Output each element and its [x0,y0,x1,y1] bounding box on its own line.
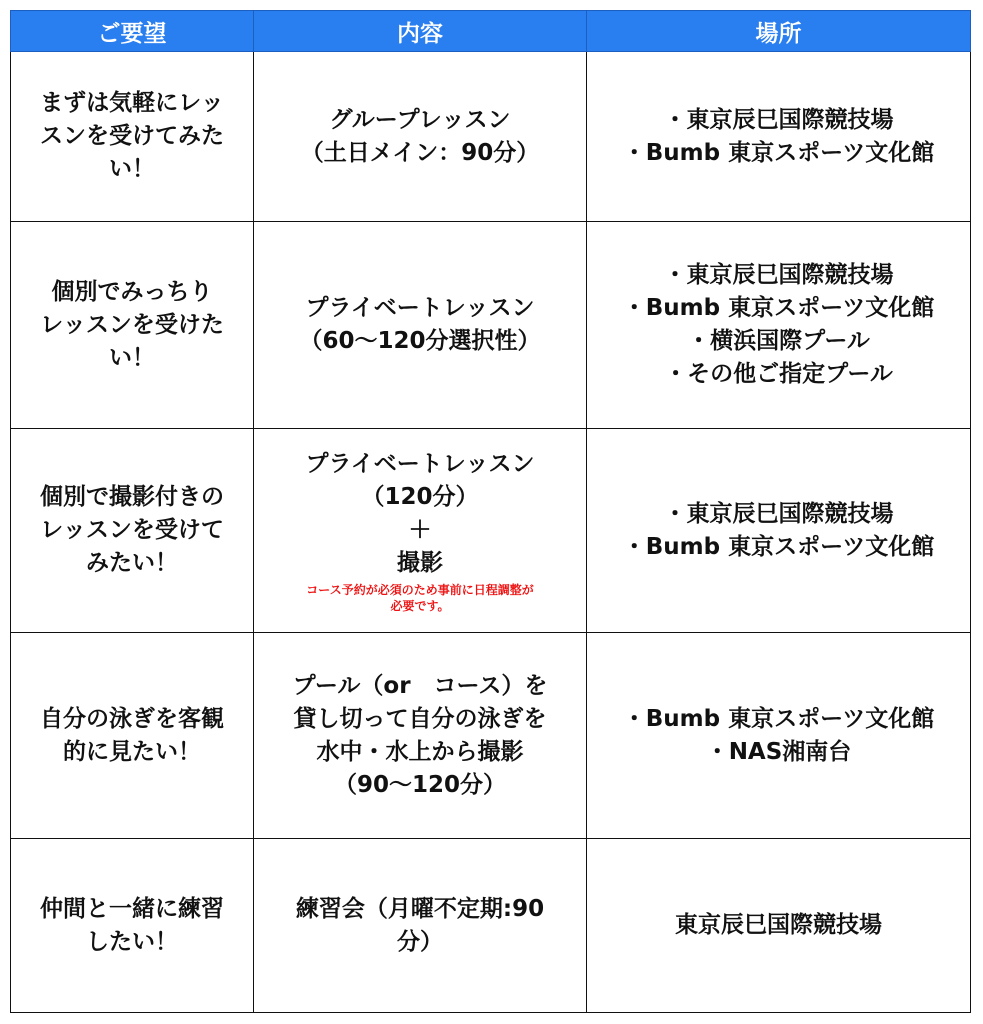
request-line: まずは気軽にレッ [40,90,224,116]
content-line: プライベートレッスン [305,295,535,321]
request-cell [11,52,254,222]
place-line: ・東京辰巳国際競技場 [663,500,894,527]
request-line: 的に見たい！ [63,738,201,765]
header-content: 内容 [254,11,587,52]
request-cell [11,633,254,839]
request-line: レッスンを受けて [40,517,224,543]
header-request: ご要望 [11,11,254,52]
request-line: 仲間と一緒に練習 [40,895,224,922]
table-row [11,52,971,222]
request-line: 個別でみっちり [51,278,213,305]
table-header-row [11,11,971,52]
content-line: （120分） [361,483,479,510]
content-line: （90〜120分） [333,771,507,798]
request-line: い！ [109,344,155,371]
table-row [11,222,971,429]
table-row [11,633,971,839]
place-line: ・Bumb 東京スポーツ文化館 [622,533,935,560]
place-line: ・Bumb 東京スポーツ文化館 [622,295,935,321]
request-cell [11,429,254,633]
content-cell [254,222,587,429]
place-cell [587,52,971,222]
place-line: ・横浜国際プール [687,328,870,354]
table-row [11,839,971,1013]
content-line: （60〜120分選択性） [299,328,541,354]
request-line: 個別で撮影付きの [40,484,224,510]
request-cell [11,839,254,1013]
request-line: したい！ [86,928,178,955]
place-line: ・Bumb 東京スポーツ文化館 [622,139,935,166]
place-line: 東京辰巳国際競技場 [675,912,882,938]
place-line: ・東京辰巳国際競技場 [663,262,894,288]
content-line: 水中・水上から撮影 [316,738,524,765]
content-cell [254,839,587,1013]
note-line: コース予約が必須のため事前に日程調整が [306,582,534,597]
content-line: 練習会（月曜不定期:90 [295,895,545,922]
request-line: みたい！ [86,550,178,576]
content-line: グループレッスン [329,106,511,133]
request-line: スンを受けてみた [40,123,224,149]
content-line: プライベートレッスン [305,450,535,477]
booking-note [260,582,580,614]
request-cell [11,222,254,429]
content-cell [254,633,587,839]
place-cell [587,429,971,633]
content-cell [254,52,587,222]
content-line: ＋ [408,516,432,543]
place-line: ・東京辰巳国際競技場 [663,106,894,133]
table-row [11,429,971,633]
place-cell [587,222,971,429]
header-place: 場所 [587,11,971,52]
lesson-table [10,10,971,1013]
content-line: プール（or コース）を [292,672,548,699]
content-cell [254,429,587,633]
place-line: ・Bumb 東京スポーツ文化館 [622,705,935,732]
request-line: レッスンを受けた [40,311,224,338]
place-cell [587,633,971,839]
place-line: ・NAS湘南台 [705,738,852,765]
content-line: 分） [397,928,443,955]
content-line: （土日メイン：90分） [300,139,540,166]
request-line: 自分の泳ぎを客観 [40,705,224,732]
content-line: 撮影 [397,549,443,576]
note-line: 必要です。 [390,598,450,613]
place-line: ・その他ご指定プール [664,361,893,387]
content-line: 貸し切って自分の泳ぎを [293,705,547,732]
place-cell [587,839,971,1013]
request-line: い！ [109,156,155,182]
